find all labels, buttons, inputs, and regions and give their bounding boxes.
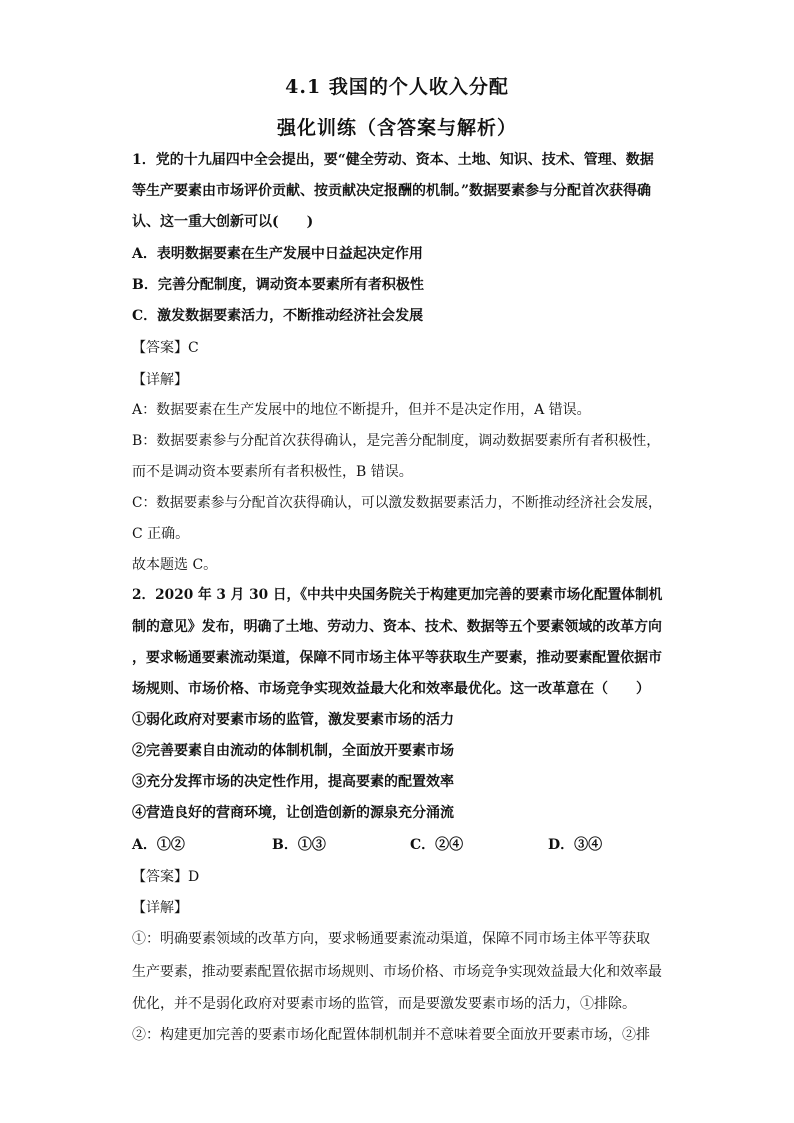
q2-statement-1: ①弱化政府对要素市场的监管，激发要素市场的活力 [132, 712, 454, 728]
q1-detail-line-6: 故本题选 C。 [132, 557, 218, 573]
q2-stem-line-1: 2．2020 年 3 月 30 日，《中共中央国务院关于构建更加完善的要素市场化配置体制机 [132, 587, 663, 603]
q1-stem-line-2: 等生产要素由市场评价贡献、按贡献决定报酬的机制。”数据要素参与分配首次获得确 [132, 183, 652, 199]
q1-detail-line-5: C 正确。 [132, 526, 190, 542]
q1-detail-line-3: 而不是调动资本要素所有者积极性，B 错误。 [132, 464, 413, 480]
q1-option-a: A．表明数据要素在生产发展中日益起决定作用 [132, 246, 423, 262]
q2-choice-c: C．②④ [410, 837, 464, 853]
q2-choices [132, 834, 652, 854]
page-title: 4.1 我国的个人收入分配 [285, 76, 509, 98]
q2-choice-d: D．③④ [548, 837, 603, 853]
q1-stem-line-3: 认、这一重大创新可以( ) [132, 214, 314, 230]
q1-detail-line-1: A：数据要素在生产发展中的地位不断提升，但并不是决定作用，A 错误。 [132, 402, 591, 418]
q2-detail-label: 【详解】 [132, 900, 188, 916]
q1-answer: 【答案】C [132, 340, 199, 356]
q2-stem-line-2: 制的意见》发布，明确了土地、劳动力、资本、技术、数据等五个要素领域的改革方向 [132, 619, 662, 635]
q2-statement-3: ③充分发挥市场的决定性作用，提高要素的配置效率 [132, 774, 454, 790]
q1-detail-line-2: B：数据要素参与分配首次获得确认，是完善分配制度，调动数据要素所有者积极性， [132, 433, 661, 449]
q1-option-c: C．激发数据要素活力，不断推动经济社会发展 [132, 308, 424, 324]
q2-answer: 【答案】D [132, 869, 200, 885]
q2-statement-2: ②完善要素自由流动的体制机制，全面放开要素市场 [132, 743, 454, 759]
q2-detail-line-4: ②：构建更加完善的要素市场化配置体制机制并不意味着要全面放开要素市场，②排 [132, 1027, 650, 1043]
q2-detail-line-1: ①：明确要素领域的改革方向，要求畅通要素流动渠道，保障不同市场主体平等获取 [132, 931, 650, 947]
q2-stem-line-4: 场规则、市场价格、市场竞争实现效益最大化和效率最优化。这一改革意在（ ） [132, 681, 650, 697]
q1-detail-line-4: C：数据要素参与分配首次获得确认，可以激发数据要素活力，不断推动经济社会发展， [132, 495, 662, 511]
q1-stem-line-1: 1．党的十九届四中全会提出，要“健全劳动、资本、土地、知识、技术、管理、数据 [132, 152, 654, 168]
q2-detail-line-2: 生产要素，推动要素配置依据市场规则、市场价格、市场竞争实现效益最大化和效率最 [132, 964, 662, 980]
q1-option-b: B．完善分配制度，调动资本要素所有者积极性 [132, 277, 424, 293]
q2-stem-line-3: ，要求畅通要素流动渠道，保障不同市场主体平等获取生产要素，推动要素配置依据市 [132, 650, 662, 666]
q2-choice-b: B．①③ [272, 837, 326, 853]
q1-detail-label: 【详解】 [132, 372, 188, 388]
q2-statement-4: ④营造良好的营商环境，让创造创新的源泉充分涌流 [132, 805, 454, 821]
page-subtitle: 强化训练（含答案与解析） [276, 117, 517, 139]
q2-detail-line-3: 优化，并不是弱化政府对要素市场的监管，而是要激发要素市场的活力，①排除。 [132, 996, 636, 1012]
q2-choice-a: A．①② [132, 837, 185, 853]
